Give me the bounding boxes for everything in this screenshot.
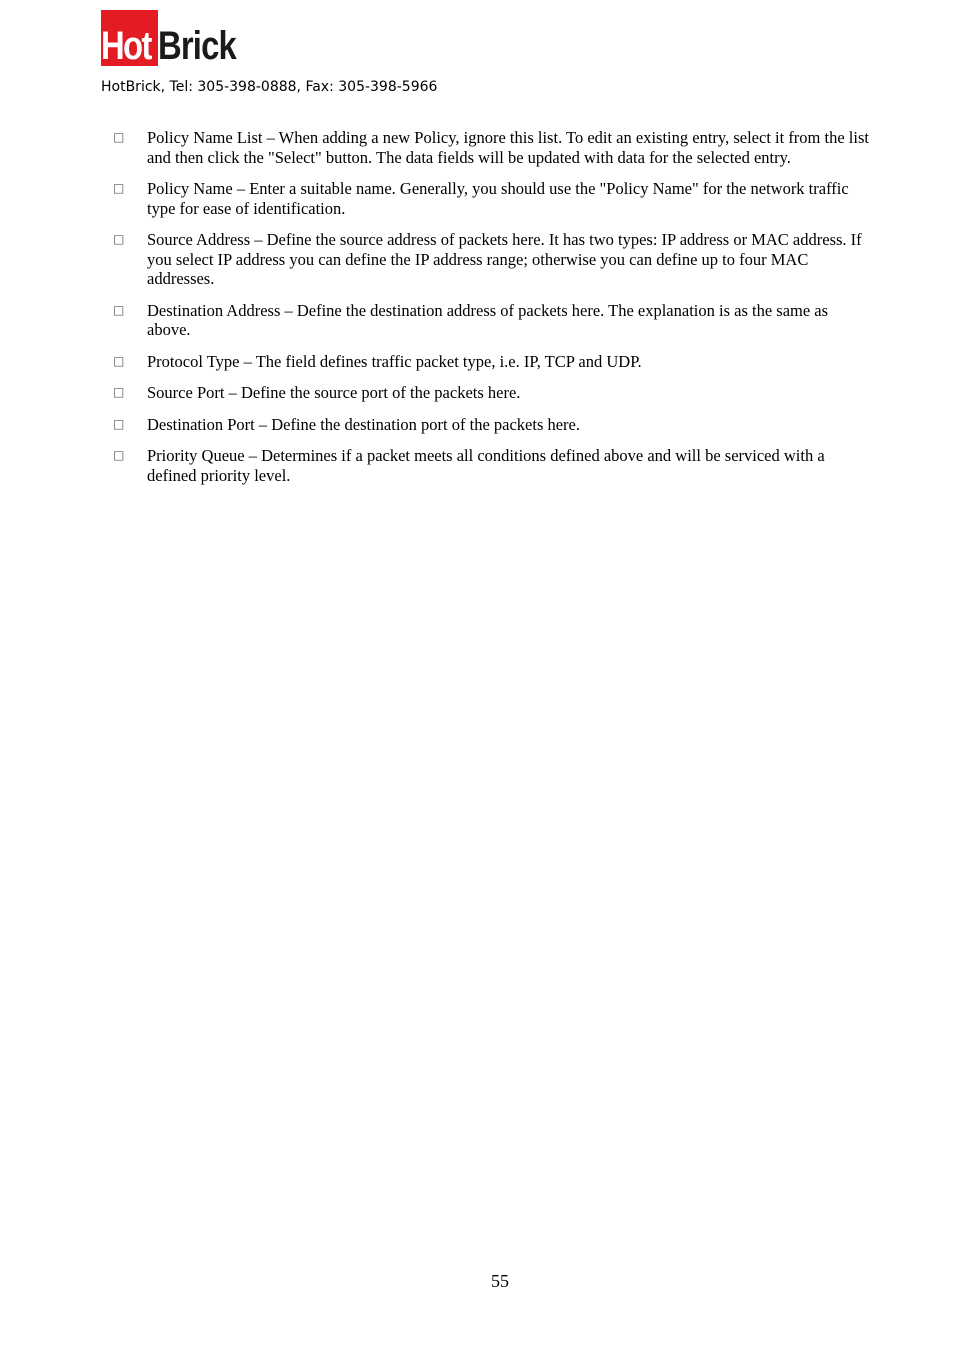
bullet-icon: □	[113, 232, 125, 246]
hotbrick-logo	[101, 10, 253, 66]
list-item-text: Policy Name – Enter a suitable name. Generally, you should use the "Policy Name" for the network traffic type for ease of identification.	[147, 179, 849, 218]
list-item	[113, 383, 875, 403]
list-item-text: Destination Address – Define the destination address of packets here. The explanation is as the same as above.	[147, 300, 829, 339]
list-item	[113, 415, 875, 435]
bullet-icon: □	[113, 181, 125, 195]
list-item-text: Protocol Type – The field defines traffic packet type, i.e. IP, TCP and UDP.	[147, 351, 642, 371]
list-item	[113, 179, 875, 218]
list-item-text: Priority Queue – Determines if a packet meets all conditions defined above and will be serviced with a defined priority level.	[147, 446, 825, 485]
logo-brick-text: Brick	[158, 24, 236, 68]
bullet-icon: □	[113, 385, 125, 399]
definition-list	[113, 128, 875, 500]
list-item-text: Policy Name List – When adding a new Policy, ignore this list. To edit an existing entry, select it from the list and then click the "Select" button. The data fields will be updated with data for the selected entry.	[147, 128, 869, 167]
bullet-icon: □	[113, 130, 125, 144]
header-contact-line: HotBrick, Tel: 305-398-0888, Fax: 305-398-5966	[101, 79, 438, 95]
bullet-icon: □	[113, 353, 125, 368]
bullet-icon: □	[113, 302, 125, 317]
list-item	[113, 446, 875, 485]
bullet-icon: □	[113, 448, 125, 462]
list-item	[113, 128, 875, 167]
list-item	[113, 230, 875, 289]
list-item-text: Destination Port – Define the destination port of the packets here.	[147, 414, 581, 434]
list-item-text: Source Address – Define the source address of packets here. It has two types: IP address or MAC address. If you select IP address you can define the IP address range; otherwise you can define up to four MAC addresses.	[147, 230, 862, 288]
list-item	[113, 301, 875, 340]
logo-red-block	[101, 10, 158, 66]
page-number: 55	[491, 1271, 509, 1291]
bullet-icon: □	[113, 416, 125, 431]
list-item-text: Source Port – Define the source port of the packets here.	[147, 383, 521, 402]
list-item	[113, 352, 875, 372]
logo-hot-text: Hot	[101, 24, 151, 66]
